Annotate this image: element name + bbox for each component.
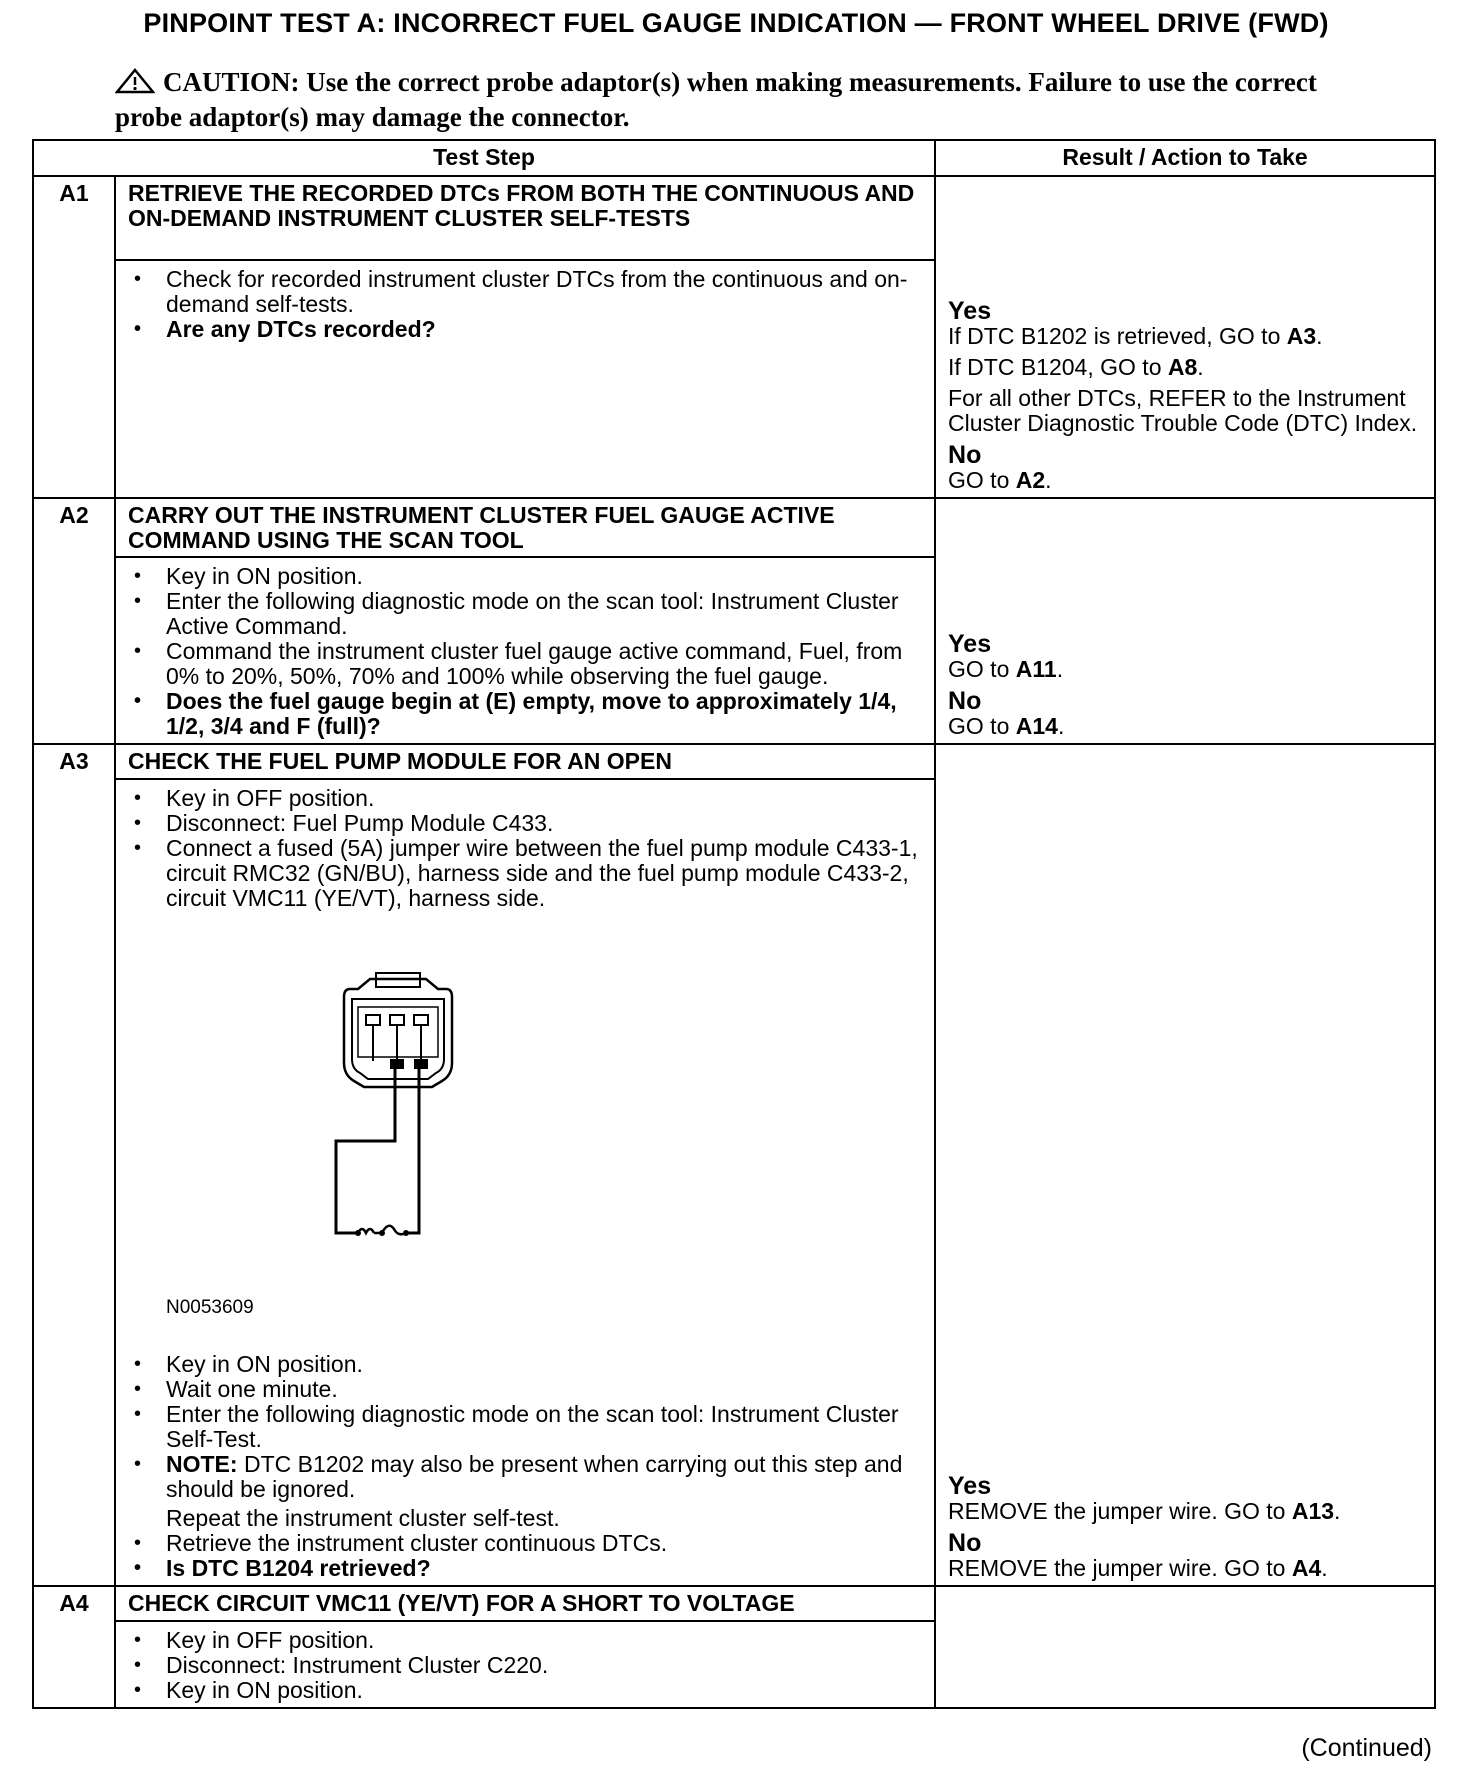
list-item: • Disconnect: Fuel Pump Module C433. [128,811,920,836]
step-id: A2 [33,498,115,744]
go-to-ref[interactable]: A11 [1015,656,1057,682]
result-no-label: No [948,1529,982,1557]
list-item: • Connect a fused (5A) jumper wire between the fuel pump module C433-1, circuit RMC32 (GN/BU), harness side and the fuel pump module C433-2, circuit VMC11 (YE/VT), harness side. [128,836,920,911]
result-no-label: No [948,441,982,469]
go-to-ref[interactable]: A3 [1286,323,1317,349]
list-item: • Key in OFF position. [128,1628,920,1653]
result-yes-action: If DTC B1202 is retrieved, GO to A3. [948,323,1323,349]
list-item: • Disconnect: Instrument Cluster C220. [128,1653,920,1678]
list-item: • Check for recorded instrument cluster DTCs from the continuous and on-demand self-tests. [128,267,920,317]
list-item: • Key in ON position. [128,1352,920,1377]
step-a3-result [935,744,1435,1586]
table-header-row [33,140,1435,176]
header-result-action: Result / Action to Take [935,140,1435,176]
step-id: A3 [33,744,115,1586]
warning-triangle-icon [115,68,155,101]
header-test-step: Test Step [33,140,935,176]
caution-text: Use the correct probe adaptor(s) when making measurements. Failure to use the correct probe adaptor(s) may damage the connector. [115,67,1317,132]
connector-jumper-wire-diagram [128,971,920,1281]
step-a2-heading-row [33,498,1435,557]
step-heading: CHECK THE FUEL PUMP MODULE FOR AN OPEN [115,744,935,779]
step-heading: CHECK CIRCUIT VMC11 (YE/VT) FOR A SHORT TO VOLTAGE [115,1586,935,1621]
result-yes-label: Yes [948,630,992,658]
step-body [115,1621,935,1708]
caution-label: CAUTION: [163,67,300,97]
list-item: • Command the instrument cluster fuel gauge active command, Fuel, from 0% to 20%, 50%, 70% and 100% while observing the fuel gauge. [128,639,920,689]
result-yes-label: Yes [948,297,992,325]
result-yes-action: If DTC B1204, GO to A8. [948,354,1204,380]
result-yes-action: GO to A11. [948,656,1064,682]
result-no-action: GO to A14. [948,713,1065,739]
step-id: A1 [33,176,115,498]
go-to-ref[interactable]: A14 [1015,713,1058,739]
page-title: PINPOINT TEST A: INCORRECT FUEL GAUGE INDICATION — FRONT WHEEL DRIVE (FWD) [143,8,1329,38]
figure-id: N0053609 [166,1297,254,1318]
list-item: • Key in ON position. [128,1678,920,1703]
list-item: • Wait one minute. [128,1377,920,1402]
result-no-action: REMOVE the jumper wire. GO to A4. [948,1555,1328,1581]
step-a4-result [935,1586,1435,1708]
caution-notice [115,66,1355,133]
go-to-ref[interactable]: A4 [1291,1555,1322,1581]
list-item: • Does the fuel gauge begin at (E) empty, move to approximately 1/4, 1/2, 3/4 and F (full)? [128,689,920,739]
step-a1-heading-row [33,176,1435,260]
go-to-ref[interactable]: A8 [1167,354,1198,380]
result-yes-label: Yes [948,1472,992,1500]
result-yes-action: REMOVE the jumper wire. GO to A13. [948,1498,1341,1524]
list-item: • Key in OFF position. [128,786,920,811]
list-item: • Key in ON position. [128,564,920,589]
list-item: Repeat the instrument cluster self-test. [166,1505,560,1531]
list-item: • Enter the following diagnostic mode on the scan tool: Instrument Cluster Active Command. [128,589,920,639]
note-label: NOTE: [166,1451,238,1477]
list-item: • Is DTC B1204 retrieved? [128,1556,920,1581]
step-a2-result [935,498,1435,744]
step-heading: RETRIEVE THE RECORDED DTCs FROM BOTH THE CONTINUOUS AND ON-DEMAND INSTRUMENT CLUSTER SELF-TESTS [115,176,935,260]
list-item: • Enter the following diagnostic mode on the scan tool: Instrument Cluster Self-Test. [128,1402,920,1452]
step-body [115,779,935,1586]
step-a4-heading-row [33,1586,1435,1621]
result-yes-action: For all other DTCs, REFER to the Instrument Cluster Diagnostic Trouble Code (DTC) Index. [948,385,1418,436]
result-no-action: GO to A2. [948,467,1052,493]
result-no-label: No [948,687,982,715]
go-to-ref[interactable]: A2 [1015,467,1046,493]
list-item [128,1452,920,1502]
list-item: • Are any DTCs recorded? [128,317,920,342]
list-item: • Retrieve the instrument cluster continuous DTCs. [128,1531,920,1556]
go-to-ref[interactable]: A13 [1291,1498,1335,1524]
pinpoint-test-table [32,139,1436,1709]
continued-label: (Continued) [1301,1734,1432,1762]
step-body [115,260,935,498]
step-body [115,557,935,744]
step-id: A4 [33,1586,115,1708]
step-a1-result [935,176,1435,498]
step-heading: CARRY OUT THE INSTRUMENT CLUSTER FUEL GAUGE ACTIVE COMMAND USING THE SCAN TOOL [115,498,935,557]
note-text: DTC B1202 may also be present when carrying out this step and should be ignored. [166,1451,903,1502]
step-a3-heading-row [33,744,1435,779]
